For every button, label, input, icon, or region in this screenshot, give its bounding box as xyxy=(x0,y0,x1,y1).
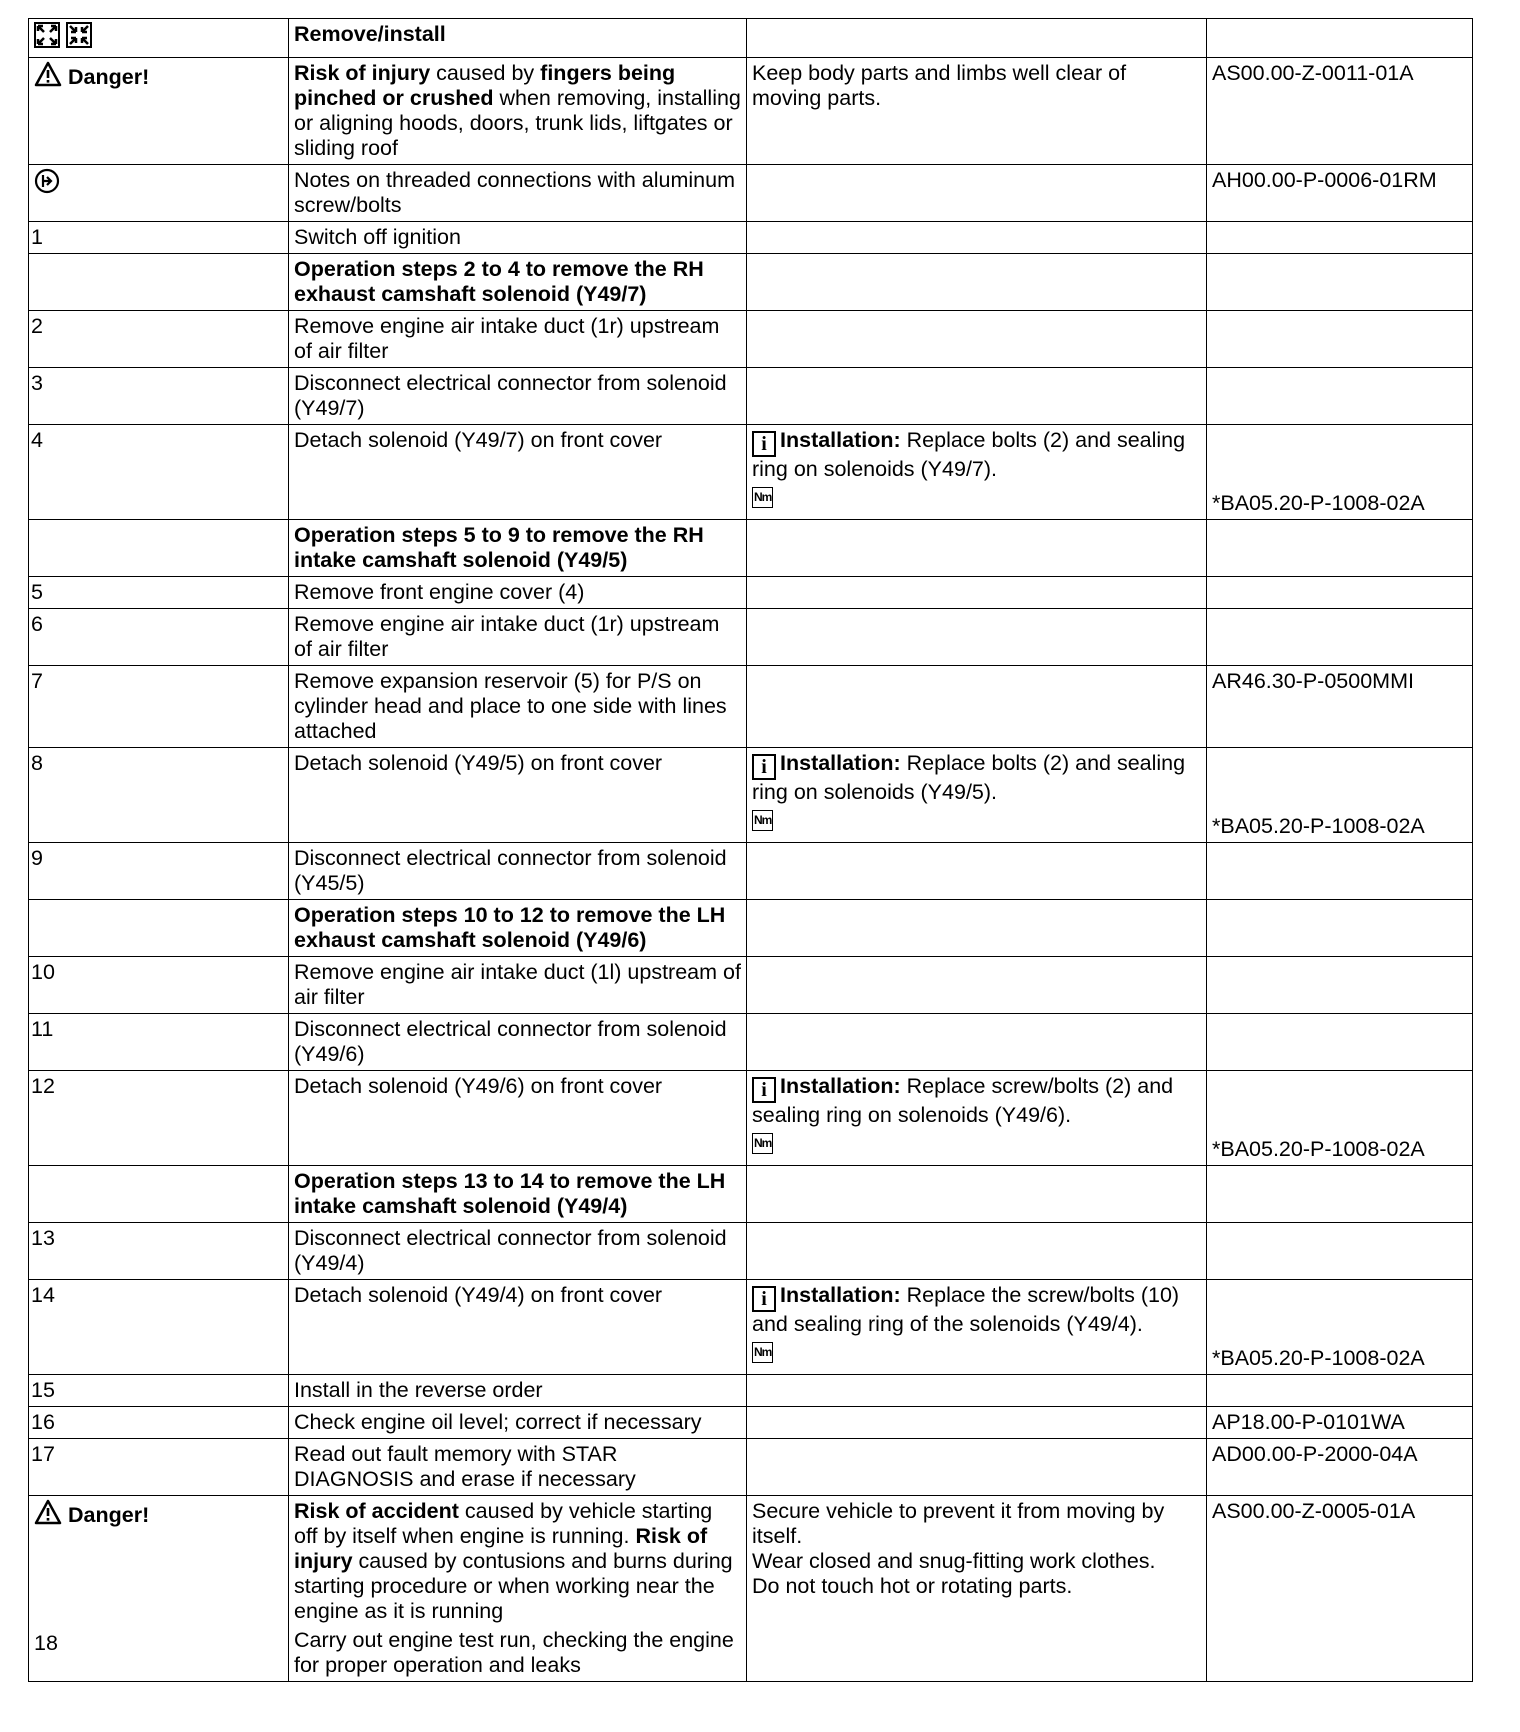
danger-label: Danger! xyxy=(68,1502,150,1527)
table-row: Notes on threaded connections with aluminum screw/bolts AH00.00-P-0006-01RM xyxy=(29,165,1473,222)
bolt-note-icon xyxy=(34,168,60,200)
table-row: 8 Detach solenoid (Y49/5) on front cover i Installation: Replace bolts (2) and sealing ring on solenoids (Y49/5). Nm *BA05.20-P-1008-02A xyxy=(29,748,1473,843)
table-row: 11 Disconnect electrical connector from solenoid (Y49/6) xyxy=(29,1014,1473,1071)
table-row: 6 Remove engine air intake duct (1r) upstream of air filter xyxy=(29,609,1473,666)
torque-icon: Nm xyxy=(752,810,773,831)
info-icon: i xyxy=(752,431,776,457)
table-row xyxy=(29,19,1473,58)
document-reference[interactable]: *BA05.20-P-1008-02A xyxy=(1212,1137,1425,1161)
table-row: 17 Read out fault memory with STAR DIAGNOSIS and erase if necessary AD00.00-P-2000-04A xyxy=(29,1439,1473,1496)
document-reference[interactable]: AS00.00-Z-0005-01A xyxy=(1207,1496,1473,1682)
section-heading-row: Operation steps 5 to 9 to remove the RH intake camshaft solenoid (Y49/5) xyxy=(29,520,1473,577)
table-row: 2 Remove engine air intake duct (1r) upstream of air filter xyxy=(29,311,1473,368)
page-title: Remove/install xyxy=(289,19,747,58)
table-row: 1 Switch off ignition xyxy=(29,222,1473,254)
section-heading-row: Operation steps 10 to 12 to remove the LH exhaust camshaft solenoid (Y49/6) xyxy=(29,900,1473,957)
torque-icon: Nm xyxy=(752,1342,773,1363)
table-row: 15 Install in the reverse order xyxy=(29,1375,1473,1407)
info-icon: i xyxy=(752,1077,776,1103)
document-reference[interactable]: *BA05.20-P-1008-02A xyxy=(1212,491,1425,515)
procedure-table xyxy=(28,18,1473,1682)
warning-icon xyxy=(34,1499,62,1531)
info-icon: i xyxy=(752,1286,776,1312)
document-reference[interactable]: *BA05.20-P-1008-02A xyxy=(1212,1346,1425,1370)
collapse-icon xyxy=(66,22,92,54)
table-row: 5 Remove front engine cover (4) xyxy=(29,577,1473,609)
document-reference[interactable]: AR46.30-P-0500MMI xyxy=(1207,666,1473,748)
table-row: Danger! Risk of injury caused by fingers being pinched or crushed when removing, installing or aligning hoods, doors, trunk lids, liftgates or sliding roof Keep body parts and limbs well clear of moving parts. AS00.00-Z-0011-01A xyxy=(29,58,1473,165)
section-heading-row: Operation steps 13 to 14 to remove the LH intake camshaft solenoid (Y49/4) xyxy=(29,1166,1473,1223)
info-icon: i xyxy=(752,754,776,780)
section-heading-row: Operation steps 2 to 4 to remove the RH exhaust camshaft solenoid (Y49/7) xyxy=(29,254,1473,311)
document-reference[interactable]: AD00.00-P-2000-04A xyxy=(1207,1439,1473,1496)
warning-icon xyxy=(34,61,62,93)
table-row: 13 Disconnect electrical connector from solenoid (Y49/4) xyxy=(29,1223,1473,1280)
document-reference[interactable]: AH00.00-P-0006-01RM xyxy=(1207,165,1473,222)
table-row: 14 Detach solenoid (Y49/4) on front cover i Installation: Replace the screw/bolts (10) and sealing ring of the solenoids (Y49/4). Nm *BA05.20-P-1008-02A xyxy=(29,1280,1473,1375)
danger-label: Danger! xyxy=(68,64,150,89)
table-row: Danger! 18 Risk of accident caused by vehicle starting off by itself when engine is running. Risk of injury caused by contusions and burns during starting procedure or when working near the engine as it is running Carry out engine test run, checking the engine for proper operation and leaks Secure vehicle to prevent it from moving by itself. Wear closed and snug-fitting work clothes. Do not touch hot or rotating parts. AS00.00-Z-0005-01A xyxy=(29,1496,1473,1682)
table-row: 16 Check engine oil level; correct if necessary AP18.00-P-0101WA xyxy=(29,1407,1473,1439)
table-row: 9 Disconnect electrical connector from solenoid (Y45/5) xyxy=(29,843,1473,900)
torque-icon: Nm xyxy=(752,1133,773,1154)
table-row: 3 Disconnect electrical connector from solenoid (Y49/7) xyxy=(29,368,1473,425)
torque-icon: Nm xyxy=(752,487,773,508)
expand-icon xyxy=(34,22,60,54)
document-reference[interactable]: *BA05.20-P-1008-02A xyxy=(1212,814,1425,838)
table-row: 7 Remove expansion reservoir (5) for P/S on cylinder head and place to one side with lines attached AR46.30-P-0500MMI xyxy=(29,666,1473,748)
table-row: 4 Detach solenoid (Y49/7) on front cover i Installation: Replace bolts (2) and sealing ring on solenoids (Y49/7). Nm *BA05.20-P-1008-02A xyxy=(29,425,1473,520)
table-row: 10 Remove engine air intake duct (1l) upstream of air filter xyxy=(29,957,1473,1014)
table-row: 12 Detach solenoid (Y49/6) on front cover i Installation: Replace screw/bolts (2) and sealing ring on solenoids (Y49/6). Nm *BA05.20-P-1008-02A xyxy=(29,1071,1473,1166)
document-reference[interactable]: AS00.00-Z-0011-01A xyxy=(1207,58,1473,165)
document-reference[interactable]: AP18.00-P-0101WA xyxy=(1207,1407,1473,1439)
